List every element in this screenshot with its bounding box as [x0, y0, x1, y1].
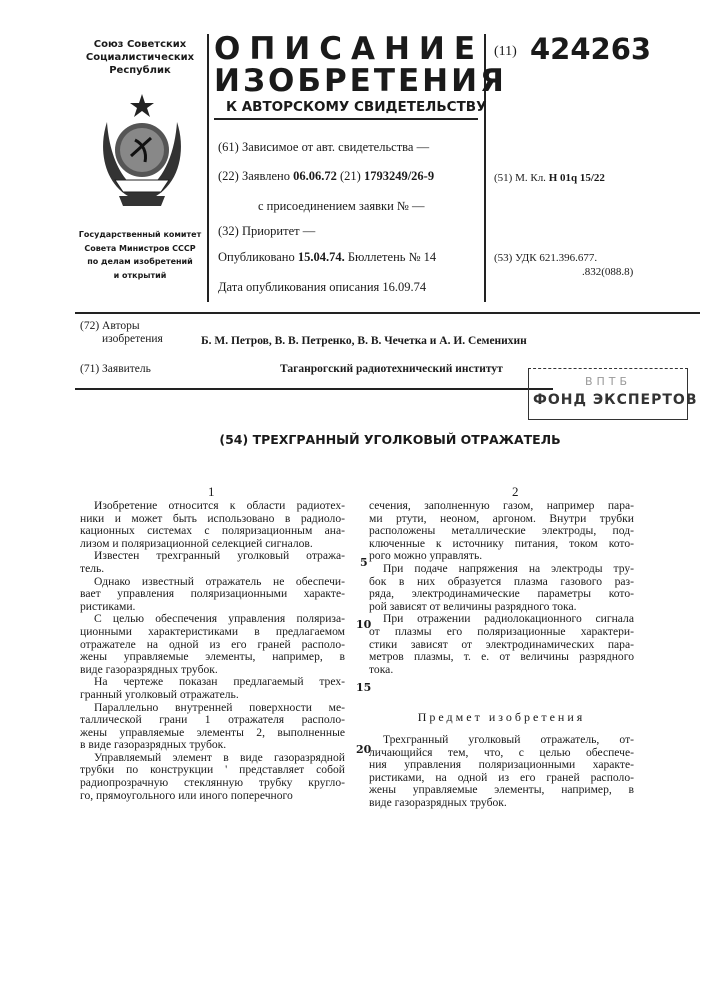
text-line: При подаче напряжения на электроды тру-: [369, 563, 634, 576]
doc-title-line1: ОПИСАНИЕ: [214, 33, 484, 65]
text-line: расположены металлические электроды, под-: [369, 525, 634, 538]
committee-line: Совета Министров СССР: [70, 242, 210, 256]
field-53-value: 621.396.677.: [539, 252, 597, 264]
text-line: гранный уголковый отражатель.: [80, 689, 345, 702]
text-line: жены управляемые элементы, например, в: [369, 784, 634, 797]
field-51-value: H 01q 15/22: [549, 172, 605, 184]
text-line: ционными характеристиками в предлагаемом: [80, 626, 345, 639]
text-line: тель.: [80, 563, 345, 576]
text-line: На чертеже показан предлагаемый трех-: [80, 676, 345, 689]
text-line: сечения, заполненную газом, например пара-: [369, 500, 634, 513]
committee-name: [70, 228, 210, 282]
field-22-21: [218, 169, 434, 184]
text-line: таллической грани 1 отражателя располо-: [80, 714, 345, 727]
line-number: 15: [356, 681, 371, 694]
text-line: трубки по конструкции ' представляет собой: [80, 764, 345, 777]
stamp-line2: ФОНД ЭКСПЕРТОВ: [529, 392, 687, 408]
doc-subtitle: К АВТОРСКОМУ СВИДЕТЕЛЬСТВУ: [226, 99, 487, 115]
authors-label-line: изобретения: [80, 333, 163, 346]
column-number: 1: [208, 484, 215, 500]
text-line: виде газоразрядных трубок.: [369, 797, 634, 810]
text-line: жены управляемые элементы, например, в: [80, 651, 345, 664]
field-53: [494, 252, 597, 264]
divider: [75, 388, 553, 390]
committee-line: и открытий: [70, 269, 210, 283]
text-line: в виде газоразрядных трубок.: [80, 739, 345, 752]
committee-line: по делам изобретений: [70, 255, 210, 269]
patent-number: 424263: [530, 32, 651, 66]
authors-label: [80, 320, 163, 346]
text-line: Известен трехгранный уголковый отража-: [80, 550, 345, 563]
text-line: кационных системах с поляризационным ана-: [80, 525, 345, 538]
divider: [75, 312, 700, 314]
doc-title-line2: ИЗОБРЕТЕНИЯ: [214, 65, 507, 97]
published-date: 15.04.74.: [298, 250, 345, 264]
text-column-1: [80, 500, 345, 802]
text-line: лизом и поляризационной селекцией сигналов.: [80, 538, 345, 551]
text-line: ристиками.: [80, 601, 345, 614]
text-line: рого можно управлять.: [369, 550, 634, 563]
text-line: ряда, электродинамические параметры кото-: [369, 588, 634, 601]
text-line: ключенные к источнику питания, током кото-: [369, 538, 634, 551]
union-line: Союз Советских: [70, 38, 210, 51]
text-line: Однако известный отражатель не обеспечи-: [80, 576, 345, 589]
text-line: Трехгранный уголковый отражатель, от-: [369, 734, 634, 747]
divider: [207, 34, 209, 302]
claim-text: [369, 734, 634, 810]
text-line: При отражении радиолокационного сигнала: [369, 613, 634, 626]
union-line: Социалистических: [70, 51, 210, 64]
invention-title: (54) ТРЕХГРАННЫЙ УГОЛКОВЫЙ ОТРАЖАТЕЛЬ: [0, 432, 707, 447]
text-line: личающийся тем, что, с целью обеспече-: [369, 747, 634, 760]
text-line: ники и может быть использовано в радиоло-: [80, 513, 345, 526]
patent-page: [0, 0, 707, 1000]
text-line: ния управления поляризационными характе-: [369, 759, 634, 772]
line-number: 5: [360, 556, 368, 569]
text-line: жены управляемые элементы 2, выполненные: [80, 727, 345, 740]
text-column-2: [369, 500, 634, 676]
text-line: метров плазмы, т. е. от величины разрядного: [369, 651, 634, 664]
field-22-date: 06.06.72: [293, 169, 337, 183]
text-line: радиопрозрачную стеклянную трубку кругло-: [80, 777, 345, 790]
text-line: отражателе на одной из его граней располо-: [80, 639, 345, 652]
number-code: (11): [494, 44, 517, 60]
line-number: 10: [356, 618, 371, 631]
union-name: [70, 38, 210, 77]
text-line: С целью обеспечения управления поляриза-: [80, 613, 345, 626]
field-51-label: (51) М. Кл.: [494, 172, 546, 184]
authors-label-line: (72) Авторы: [80, 320, 163, 333]
field-53-value2: .832(088.8): [582, 266, 633, 278]
text-line: го, прямоугольного или иного поперечного: [80, 790, 345, 803]
line-number: 20: [356, 743, 371, 756]
text-line: ристиками, на одной из его граней располо-: [369, 772, 634, 785]
text-line: вает управления поляризационными характе-: [80, 588, 345, 601]
field-53-label: (53) УДК: [494, 252, 537, 264]
field-21-value: 1793249/26-9: [364, 169, 434, 183]
applicant-label: (71) Заявитель: [80, 363, 151, 375]
published-label: Опубликовано: [218, 250, 295, 264]
field-22-label: (22) Заявлено: [218, 169, 290, 183]
ussr-emblem-icon: [95, 92, 190, 212]
text-line: рой зависят от величины разрядного тока.: [369, 601, 634, 614]
text-line: Изобретение относится к области радиотех-: [80, 500, 345, 513]
text-line: бок в них образуется плазма газового раз-: [369, 576, 634, 589]
library-stamp: [528, 368, 688, 420]
text-line: виде газоразрядных трубок.: [80, 664, 345, 677]
text-line: стики зависят от электродинамических пара-: [369, 639, 634, 652]
field-published: [218, 250, 436, 265]
field-attach: с присоединением заявки № —: [258, 199, 424, 214]
text-line: Параллельно внутренней поверхности ме-: [80, 702, 345, 715]
field-51: [494, 172, 605, 184]
divider: [214, 118, 478, 120]
claim-heading: Предмет изобретения: [369, 710, 634, 725]
text-line: ми ртути, неоном, аргоном. Внутри трубки: [369, 513, 634, 526]
field-21-label: (21): [340, 169, 361, 183]
text-line: Управляемый элемент в виде газоразрядной: [80, 752, 345, 765]
stamp-line1: ВПТБ: [529, 375, 687, 388]
field-32: (32) Приоритет —: [218, 224, 315, 239]
authors-names: Б. М. Петров, В. В. Петренко, В. В. Чечетка и А. И. Семенихин: [201, 335, 527, 347]
column-number: 2: [512, 484, 519, 500]
field-61: (61) Зависимое от авт. свидетельства —: [218, 140, 429, 155]
union-line: Республик: [70, 64, 210, 77]
bulletin: Бюллетень № 14: [348, 250, 436, 264]
text-line: от плазмы его поляризационные характери-: [369, 626, 634, 639]
text-line: тока.: [369, 664, 634, 677]
applicant-name: Таганрогский радиотехнический институт: [280, 363, 503, 375]
field-desc-date: Дата опубликования описания 16.09.74: [218, 280, 426, 295]
committee-line: Государственный комитет: [70, 228, 210, 242]
